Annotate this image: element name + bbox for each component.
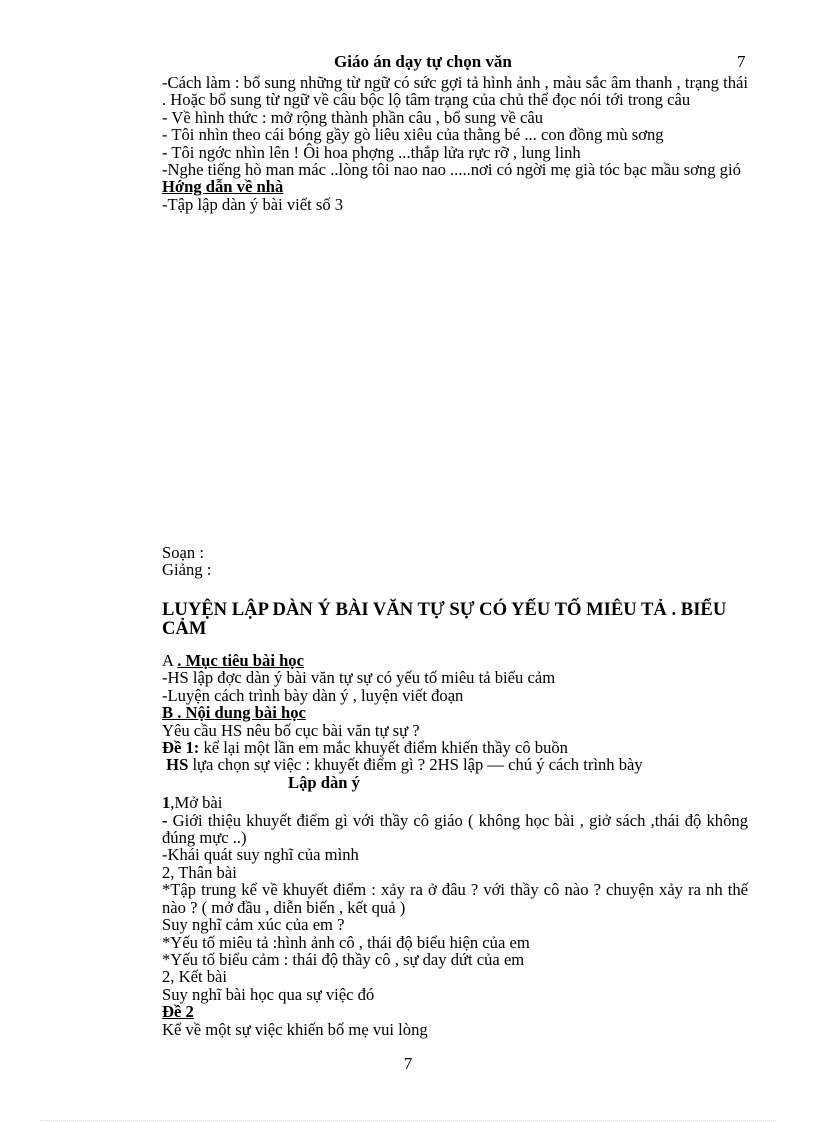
mo-bai-item [162, 812, 748, 847]
hs-label: HS [166, 755, 189, 775]
objectives-prefix: A [162, 651, 178, 670]
topic-2-label: Đề 2 [162, 1002, 194, 1022]
page-divider [40, 1120, 776, 1121]
paragraph-line: - Tôi nhìn theo cái bóng gầy gò liêu xiêu của thằng bé ... con đồng mù sơng [162, 125, 664, 145]
giang-label: Giảng : [162, 560, 212, 580]
paragraph-line: -Nghe tiếng hò man mác ..lòng tôi nao nao .....nơi có ngời mẹ già tóc bạc mầu sơng gió [162, 160, 741, 180]
topic-1-text: kể lại một lần em mắc khuyết điểm khiến thầy cô buồn [199, 738, 568, 758]
topic-2-text: Kể về một sự việc khiến bố mẹ vui lòng [162, 1019, 428, 1039]
lesson-meta [162, 544, 748, 579]
homework-heading: Hớng dẫn về nhà [162, 177, 284, 197]
page-header [0, 52, 816, 74]
topic-1 [162, 739, 748, 756]
mo-bai-number: 1 [162, 793, 171, 813]
outline-heading: Lập dàn ý [288, 772, 360, 792]
document-title: Giáo án dạy tự chọn văn [334, 52, 512, 71]
soan-label: Soạn : [162, 543, 204, 562]
objectives-heading: . Mục tiêu bài học [177, 651, 304, 670]
objective-item: -Luyện cách trình bày dàn ý , luyện viết đoạn [162, 685, 464, 705]
ket-bai-label: 2, Kết bài [162, 967, 227, 987]
than-bai-line: *Yếu tố biểu cảm : thái độ thầy cô , sự day dứt của em [162, 949, 525, 969]
content-heading: B . Nội dung bài học [162, 703, 306, 723]
mo-bai-label: ,Mở bài [170, 793, 223, 813]
homework-item: -Tập lập dàn ý bài viết số 3 [162, 194, 344, 214]
than-bai-line: Suy nghĩ cảm xúc của em ? [162, 915, 345, 935]
ket-bai-text: Suy nghĩ bài học qua sự việc đó [162, 984, 375, 1004]
footer-page-number: 7 [403, 1054, 413, 1073]
objective-item: -HS lập đợc dàn ý bài văn tự sự có yếu tố miêu tả biểu cảm [162, 668, 556, 688]
lesson-content [162, 600, 748, 1038]
section-method [162, 74, 748, 213]
mo-bai-line2: -Khái quát suy nghĩ của mình [162, 845, 359, 865]
than-bai-line: *Yếu tố miêu tả :hình ảnh cô , thái độ biểu hiện của em [162, 932, 530, 952]
lesson-title: LUYỆN LẬP DÀN Ý BÀI VĂN TỰ SỰ CÓ YẾU TỐ MIÊU TẢ . BIỂU CẢM [162, 599, 727, 639]
hs-text: lựa chọn sự việc : khuyết điểm gì ? 2HS lập — chú ý cách trình bày [188, 755, 643, 775]
hs-instruction [162, 756, 748, 773]
than-bai-line: *Tập trung kể về khuyết điểm : xảy ra ở đâu ? với thầy cô nào ? chuyện xảy ra nh thế nào ? ( mở đầu , diễn biến , kết quả ) [162, 880, 748, 917]
header-page-number: 7 [737, 52, 746, 71]
paragraph-line: - Tôi ngớc nhìn lên ! Ôi hoa phợng ...thắp lửa rực rỡ , lung linh [162, 142, 581, 162]
content-intro: Yêu cầu HS nêu bố cục bài văn tự sự ? [162, 720, 420, 740]
paragraph-line: -Cách làm : bổ sung những từ ngữ có sức gợi tả hình ảnh , màu sắc âm thanh , trạng thái . Hoặc bổ sung từ ngữ về câu bộc lộ tâm trạng của chủ thể đọc nói tới trong câu [162, 73, 748, 110]
topic-1-label: Đề 1: [162, 738, 200, 758]
mo-bai [162, 794, 748, 811]
mo-bai-text: Giới thiệu khuyết điểm gì với thầy cô giáo ( không học bài , giở sách ,thái độ không đúng mực ..) [162, 810, 748, 848]
paragraph-line: - Về hình thức : mở rộng thành phần câu , bổ sung về câu [162, 107, 544, 127]
mo-bai-dash: - [162, 810, 168, 830]
than-bai-label: 2, Thân bài [162, 862, 237, 882]
